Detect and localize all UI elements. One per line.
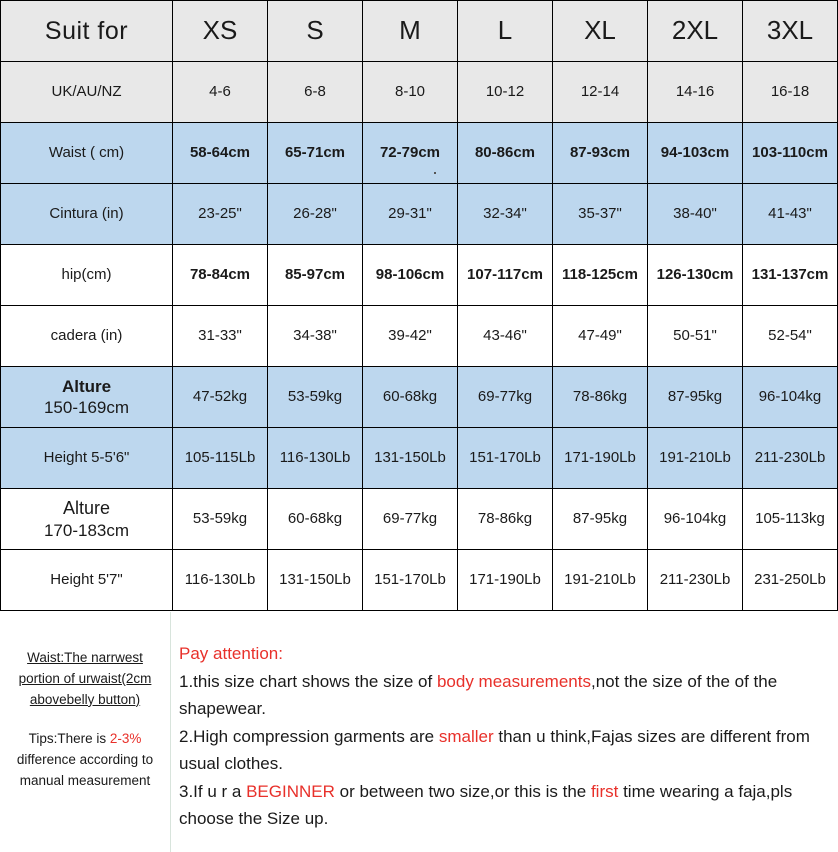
- cell-height1-2xl: 191-210Lb: [648, 428, 743, 489]
- note-item-2-highlight: smaller: [438, 726, 494, 746]
- note-item-3-highlight-beginner: BEGINNER: [246, 781, 335, 801]
- cell-cadera-2xl: 50-51": [648, 306, 743, 367]
- cell-cadera-s: 34-38": [268, 306, 363, 367]
- column-header-3xl: 3XL: [743, 1, 838, 62]
- cell-cadera-xs: 31-33": [173, 306, 268, 367]
- note-item-1-part-b: ,not the size of the of the shapewear.: [179, 671, 778, 719]
- cell-height2-m: 151-170Lb: [363, 550, 458, 611]
- cell-height2-3xl: 231-250Lb: [743, 550, 838, 611]
- cell-alture2-l: 78-86kg: [458, 489, 553, 550]
- column-header-l: L: [458, 1, 553, 62]
- note-item-2-part-b: than u think,Fajas sizes are different from usual clothes.: [179, 726, 810, 774]
- cell-waist-xs: 58-64cm: [173, 123, 268, 184]
- cell-cadera-xl: 47-49": [553, 306, 648, 367]
- cell-alture1-xl: 78-86kg: [553, 367, 648, 428]
- note-item-2: [179, 723, 820, 778]
- note-item-3-part-a: 3.If u r a: [179, 781, 247, 801]
- note-item-3-part-c: time wearing a faja,pls choose the Size up.: [179, 781, 793, 829]
- cell-cadera-l: 43-46": [458, 306, 553, 367]
- cell-waist-l: 80-86cm: [458, 123, 553, 184]
- cell-height1-3xl: 211-230Lb: [743, 428, 838, 489]
- cell-ukaunz-m: 8-10: [363, 62, 458, 123]
- cell-cadera-3xl: 52-54": [743, 306, 838, 367]
- cell-height1-l: 151-170Lb: [458, 428, 553, 489]
- cell-height2-xl: 191-210Lb: [553, 550, 648, 611]
- note-tips: [8, 729, 162, 792]
- corner-label-suit-for: Suit for: [1, 1, 173, 62]
- cell-waist-3xl: 103-110cm: [743, 123, 838, 184]
- table-row-cadera-in: [1, 306, 838, 367]
- table-row-alture-170-183: [1, 489, 838, 550]
- table-row-hip-cm: [1, 245, 838, 306]
- table-row-ukaunz: [1, 62, 838, 123]
- cell-hip-m: 98-106cm: [363, 245, 458, 306]
- note-item-2-part-a: 2.High compression garments are: [179, 726, 439, 746]
- cell-height1-xl: 171-190Lb: [553, 428, 648, 489]
- notes-heading-pay-attention: Pay attention:: [179, 644, 283, 663]
- table-row-height-5-5-6: [1, 428, 838, 489]
- alture-label-wrapper-2: [3, 497, 170, 541]
- alture-title: Alture: [61, 376, 112, 396]
- cell-cintura-s: 26-28": [268, 184, 363, 245]
- column-header-m: M: [363, 1, 458, 62]
- note-tips-percentage: 2-3%: [109, 730, 142, 746]
- cell-ukaunz-l: 10-12: [458, 62, 553, 123]
- cell-alture2-2xl: 96-104kg: [648, 489, 743, 550]
- alture-title-2: Alture: [62, 498, 111, 519]
- note-tips-suffix: difference according to manual measurement: [16, 751, 154, 788]
- note-item-3-part-b: or between two size,or this is the: [334, 781, 591, 801]
- note-tips-prefix: Tips:There is: [28, 730, 110, 746]
- cell-waist-xl: 87-93cm: [553, 123, 648, 184]
- cell-hip-s: 85-97cm: [268, 245, 363, 306]
- cell-hip-3xl: 131-137cm: [743, 245, 838, 306]
- cell-ukaunz-2xl: 14-16: [648, 62, 743, 123]
- note-item-3: [179, 778, 820, 833]
- cell-ukaunz-s: 6-8: [268, 62, 363, 123]
- cell-alture2-xl: 87-95kg: [553, 489, 648, 550]
- cell-cadera-m: 39-42": [363, 306, 458, 367]
- row-label-height-5-5-6: Height 5-5'6": [1, 428, 173, 489]
- table-row-waist-cm: [1, 123, 838, 184]
- cell-hip-xl: 118-125cm: [553, 245, 648, 306]
- column-header-s: S: [268, 1, 363, 62]
- row-label-height-5-7: Height 5'7": [1, 550, 173, 611]
- note-waist-definition: Waist:The narrwest portion of urwaist(2cm abovebelly button): [18, 650, 152, 707]
- note-item-3-highlight-first: first: [590, 781, 619, 801]
- cell-height2-s: 131-150Lb: [268, 550, 363, 611]
- cell-ukaunz-3xl: 16-18: [743, 62, 838, 123]
- cell-waist-2xl: 94-103cm: [648, 123, 743, 184]
- cell-hip-l: 107-117cm: [458, 245, 553, 306]
- cell-height1-s: 116-130Lb: [268, 428, 363, 489]
- table-row-cintura-in: [1, 184, 838, 245]
- row-label-cintura-in: Cintura (in): [1, 184, 173, 245]
- table-row-alture-150-169: [1, 367, 838, 428]
- alture-label-wrapper: [3, 376, 170, 419]
- cell-cintura-xs: 23-25": [173, 184, 268, 245]
- cell-alture1-2xl: 87-95kg: [648, 367, 743, 428]
- cell-cintura-l: 32-34": [458, 184, 553, 245]
- row-label-alture-150-169: [1, 367, 173, 428]
- cell-alture1-xs: 47-52kg: [173, 367, 268, 428]
- cell-hip-2xl: 126-130cm: [648, 245, 743, 306]
- cell-waist-s: 65-71cm: [268, 123, 363, 184]
- notes-section: [0, 611, 838, 852]
- cell-height2-xs: 116-130Lb: [173, 550, 268, 611]
- row-label-cadera-in: cadera (in): [1, 306, 173, 367]
- column-header-2xl: 2XL: [648, 1, 743, 62]
- column-header-xs: XS: [173, 1, 268, 62]
- cell-alture1-s: 53-59kg: [268, 367, 363, 428]
- cell-cintura-xl: 35-37": [553, 184, 648, 245]
- cell-alture2-s: 60-68kg: [268, 489, 363, 550]
- row-label-hip-cm: hip(cm): [1, 245, 173, 306]
- cell-waist-m: 72-79cm: [363, 123, 458, 184]
- stray-dot-artifact: [434, 172, 436, 174]
- table-row-height-5-7: [1, 550, 838, 611]
- cell-height2-2xl: 211-230Lb: [648, 550, 743, 611]
- cell-height1-m: 131-150Lb: [363, 428, 458, 489]
- row-label-alture-170-183: [1, 489, 173, 550]
- row-label-ukaunz: UK/AU/NZ: [1, 62, 173, 123]
- cell-alture1-m: 60-68kg: [363, 367, 458, 428]
- alture-range-2: 170-183cm: [43, 520, 130, 540]
- cell-alture1-l: 69-77kg: [458, 367, 553, 428]
- cell-height2-l: 171-190Lb: [458, 550, 553, 611]
- cell-height1-xs: 105-115Lb: [173, 428, 268, 489]
- cell-ukaunz-xs: 4-6: [173, 62, 268, 123]
- note-item-1: [179, 668, 820, 723]
- alture-range: 150-169cm: [43, 398, 130, 417]
- table-row-header: [1, 1, 838, 62]
- cell-ukaunz-xl: 12-14: [553, 62, 648, 123]
- notes-left-panel: [0, 612, 171, 852]
- cell-alture1-3xl: 96-104kg: [743, 367, 838, 428]
- notes-right-panel: [171, 612, 838, 852]
- cell-cintura-3xl: 41-43": [743, 184, 838, 245]
- cell-cintura-m: 29-31": [363, 184, 458, 245]
- row-label-waist-cm: Waist ( cm): [1, 123, 173, 184]
- cell-alture2-m: 69-77kg: [363, 489, 458, 550]
- column-header-xl: XL: [553, 1, 648, 62]
- cell-alture2-3xl: 105-113kg: [743, 489, 838, 550]
- note-item-1-highlight: body measurements: [436, 671, 591, 691]
- note-item-1-part-a: 1.this size chart shows the size of: [179, 671, 437, 691]
- size-chart-table-body: [1, 1, 838, 611]
- cell-hip-xs: 78-84cm: [173, 245, 268, 306]
- cell-alture2-xs: 53-59kg: [173, 489, 268, 550]
- cell-cintura-2xl: 38-40": [648, 184, 743, 245]
